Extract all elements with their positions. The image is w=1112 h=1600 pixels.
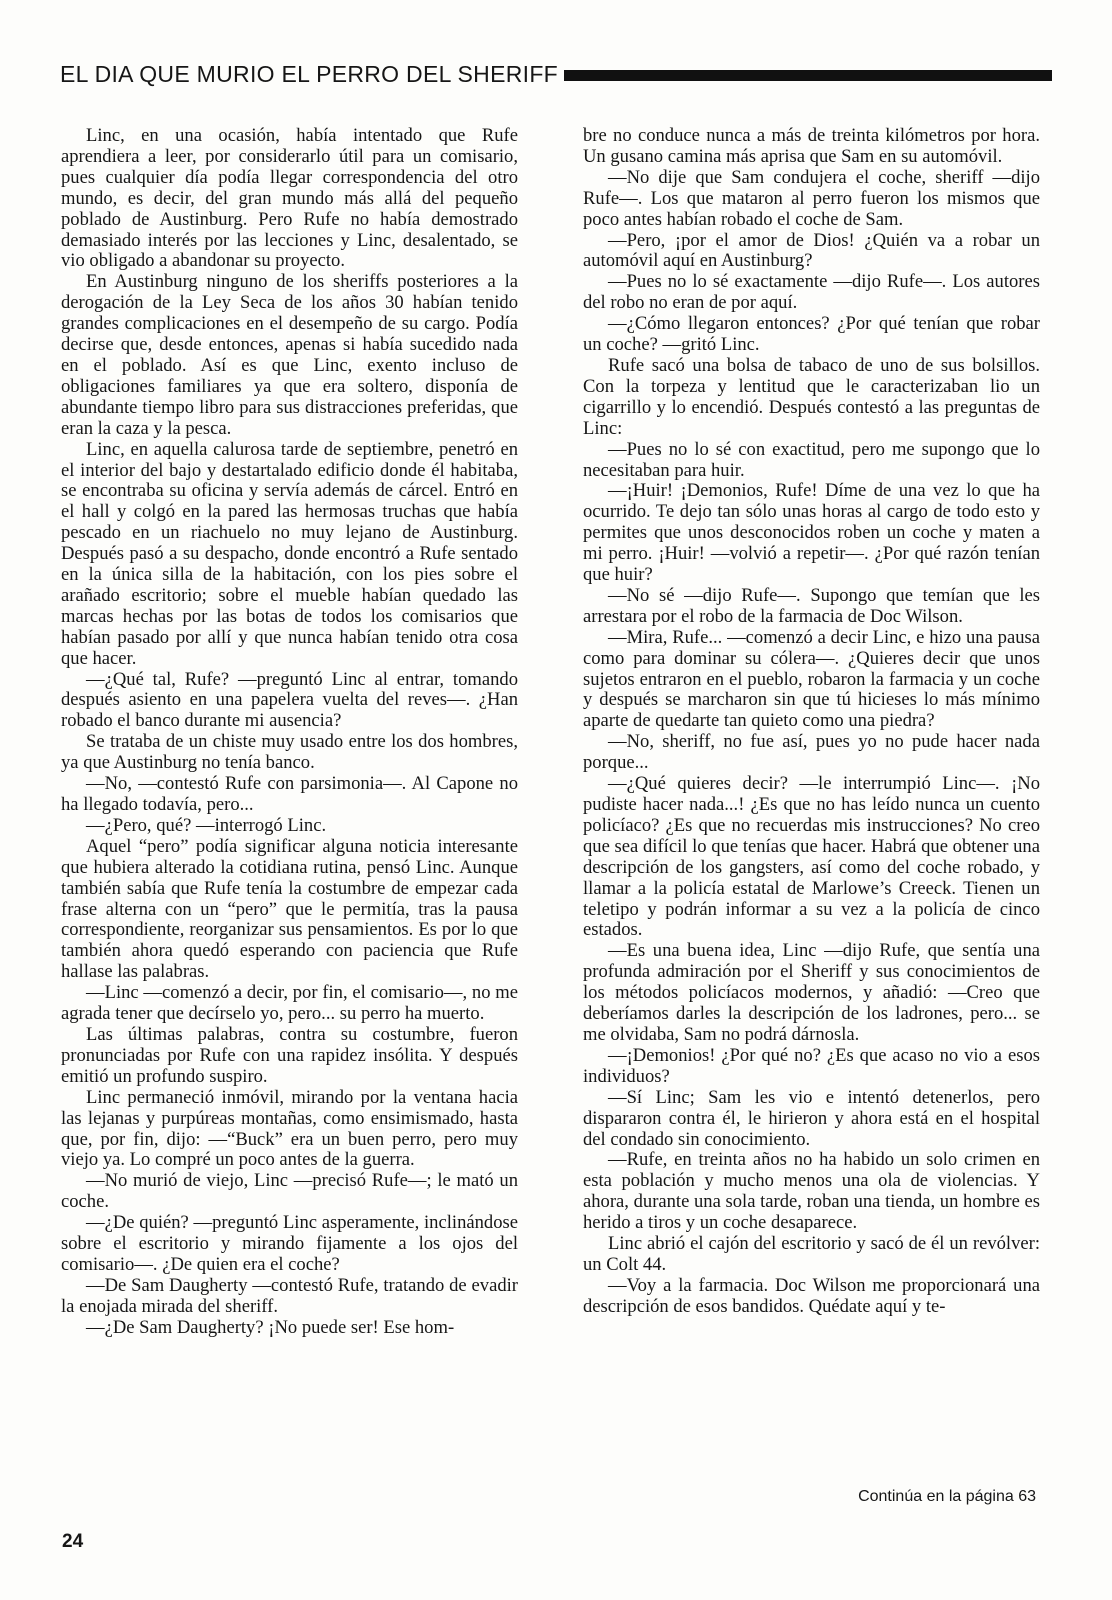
right-column xyxy=(583,126,1040,1318)
paragraph: —Pues no lo sé con exactitud, pero me supongo que lo necesitaban para huir. xyxy=(583,438,1040,481)
article-title: EL DIA QUE MURIO EL PERRO DEL SHERIFF xyxy=(60,60,559,87)
paragraph: —No, sheriff, no fue así, pues yo no pude hacer nada porque... xyxy=(583,731,1040,774)
continued-note: Continúa en la página 63 xyxy=(858,1488,1036,1505)
paragraph: —Mira, Rufe... —comenzó a decir Linc, e hizo una pausa como para dominar su cólera—. ¿Quieres decir que unos sujetos entraron en el pueblo, robaron la farmacia y un coche y después se marcharon sin que tú hicieses lo más mínimo aparte de quedarte tan quieto como una piedra? xyxy=(583,626,1040,732)
paragraph: —¿Pero, qué? —interrogó Linc. xyxy=(86,814,327,836)
paragraph: —Linc —comenzó a decir, por fin, el comisario—, no me agrada tener que decírselo yo, pero... su perro ha muerto. xyxy=(61,982,518,1025)
paragraph: —¿De Sam Daugherty? ¡No puede ser! Ese hom- xyxy=(86,1316,455,1338)
page-header xyxy=(60,58,1052,90)
paragraph: —Rufe, en treinta años no ha habido un solo crimen en esta población y mucho menos una ola de violencias. Y ahora, durante una sola tarde, roban una tienda, un hombre es herido a tiros y un coche desaparece. xyxy=(583,1149,1040,1234)
paragraph: —Pero, ¡por el amor de Dios! ¿Quién va a robar un automóvil aquí en Austinburg? xyxy=(583,229,1040,272)
paragraph: Rufe sacó una bolsa de tabaco de uno de sus bolsillos. Con la torpeza y lentitud que le caracterizaban lio un cigarrillo y lo encendió. Después contestó a las preguntas de Linc: xyxy=(583,354,1040,439)
paragraph: —Pues no lo sé exactamente —dijo Rufe—. Los autores del robo no eran de por aquí. xyxy=(583,271,1040,314)
paragraph: Linc abrió el cajón del escritorio y sacó de él un revólver: un Colt 44. xyxy=(583,1233,1040,1275)
paragraph: —De Sam Daugherty —contestó Rufe, tratando de evadir la enojada mirada del sheriff. xyxy=(61,1274,518,1317)
paragraph: —No murió de viejo, Linc —precisó Rufe—; le mató un coche. xyxy=(61,1170,518,1213)
paragraph-continuation: bre no conduce nunca a más de treinta kilómetros por hora. Un gusano camina más aprisa que Sam en su automóvil. xyxy=(583,125,1040,167)
paragraph: En Austinburg ninguno de los sheriffs posteriores a la derogación de la Ley Seca de los años 30 habían tenido grandes complicaciones en el desempeño de su cargo. Podía decirse que, desde entonces, apenas si había sucedido nada en el poblado. Así es que Linc, exento incluso de obligaciones familiares ya que era soltero, disponía de abundante tiempo libro para sus distracciones preferidas, que eran la caza y la pesca. xyxy=(61,271,518,439)
header-rule xyxy=(564,70,1052,81)
paragraph: —Sí Linc; Sam les vio e intentó detenerlos, pero dispararon contra él, le hirieron y ahora está en el hospital del condado sin conocimiento. xyxy=(583,1086,1040,1150)
paragraph: —No dije que Sam condujera el coche, sheriff —dijo Rufe—. Los que mataron al perro fueron los mismos que poco antes habían robado el coche de Sam. xyxy=(583,166,1040,230)
paragraph: Aquel “pero” podía significar alguna noticia interesante que hubiera alterado la cotidiana rutina, pensó Linc. Aunque también sabía que Rufe tenía la costumbre de empezar cada frase alterna con un “pero” que le permitía, tras la pausa correspondiente, reorganizar sus pensamientos. Es por lo que también ahora quedó esperando con paciencia que Rufe hallase las palabras. xyxy=(61,835,518,983)
paragraph: —¿De quién? —preguntó Linc asperamente, inclinándose sobre el escritorio y mirando fijamente a los ojos del comisario—. ¿De quien era el coche? xyxy=(61,1212,518,1275)
paragraph: —Es una buena idea, Linc —dijo Rufe, que sentía una profunda admiración por el Sheriff y sus conocimientos de los métodos policíacos modernos, y añadió: —Creo que deberíamos darles la descripción de los ladrones, pero... se me olvidaba, Sam no podrá dárnosla. xyxy=(583,940,1040,1045)
paragraph: —¿Qué quieres decir? —le interrumpió Linc—. ¡No pudiste hacer nada...! ¿Es que no has leído nunca un cuento policíaco? ¿Es que no recuerdas mis instrucciones? No creo que sea difícil lo que tenías que hacer. Habrá que obtener una descripción de los gangsters, así como del coche robado, y llamar a la policía estatal de Marlowe’s Creeck. Tienen un teletipo y podrán informar a su vez a la policía de cinco estados. xyxy=(583,773,1040,941)
paragraph: —Voy a la farmacia. Doc Wilson me proporcionará una descripción de esos bandidos. Quédate aquí y te- xyxy=(583,1274,1040,1317)
paragraph: —¡Demonios! ¿Por qué no? ¿Es que acaso no vio a esos individuos? xyxy=(583,1044,1040,1087)
paragraph: —¿Cómo llegaron entonces? ¿Por qué tenían que robar un coche? —gritó Linc. xyxy=(583,313,1040,356)
paragraph: Las últimas palabras, contra su costumbre, fueron pronunciadas por Rufe con una rapidez insólita. Y después emitió un profundo suspiro. xyxy=(61,1023,518,1087)
paragraph: —¿Qué tal, Rufe? —preguntó Linc al entrar, tomando después asiento en una papelera vuelta del reves—. ¿Han robado el banco durante mi ausencia? xyxy=(61,668,518,732)
paragraph: Linc permaneció inmóvil, mirando por la ventana hacia las lejanas y purpúreas montañas, como ensimismado, hasta que, por fin, dijo: —“Buck” era un buen perro, pero muy viejo ya. Lo compré un poco antes de la guerra. xyxy=(61,1086,518,1171)
paragraph: Linc, en aquella calurosa tarde de septiembre, penetró en el interior del bajo y destartalado edificio donde él habitaba, se encontraba su oficina y servía además de cárcel. Entró en el hall y colgó en la pared las hermosas truchas que había pescado en un riachuelo no muy lejano de Austinburg. Después pasó a su despacho, donde encontró a Rufe sentado en la única silla de la habitación, con los pies sobre el arañado escritorio; sobre el mueble habían quedado las marcas hechas por las botas de todos los comisarios que habían pasado por allí y que nunca habían tenido otra cosa que hacer. xyxy=(61,438,518,669)
left-column xyxy=(61,126,518,1339)
paragraph: —No, —contestó Rufe con parsimonia—. Al Capone no ha llegado todavía, pero... xyxy=(61,773,518,815)
paragraph: Se trataba de un chiste muy usado entre los dos hombres, ya que Austinburg no tenía banco. xyxy=(61,731,518,774)
paragraph: —¡Huir! ¡Demonios, Rufe! Díme de una vez lo que ha ocurrido. Te dejo tan sólo unas horas al cargo de todo esto y permites que unos desconocidos roben un coche y maten a mi perro. ¡Huir! —volvió a repetir—. ¿Por qué razón tenían que huir? xyxy=(583,480,1040,586)
page-number: 24 xyxy=(62,1531,84,1552)
paragraph: Linc, en una ocasión, había intentado que Rufe aprendiera a leer, por considerarlo útil para un comisario, pues cualquier día podía llegar correspondencia del otro mundo, es decir, del gran mundo más allá del pequeño poblado de Austinburg. Pero Rufe no había demostrado demasiado interés por las lecciones y Linc, desalentado, se vio obligado a abandonar su proyecto. xyxy=(61,125,518,272)
paragraph: —No sé —dijo Rufe—. Supongo que temían que les arrestara por el robo de la farmacia de Doc Wilson. xyxy=(583,584,1040,627)
